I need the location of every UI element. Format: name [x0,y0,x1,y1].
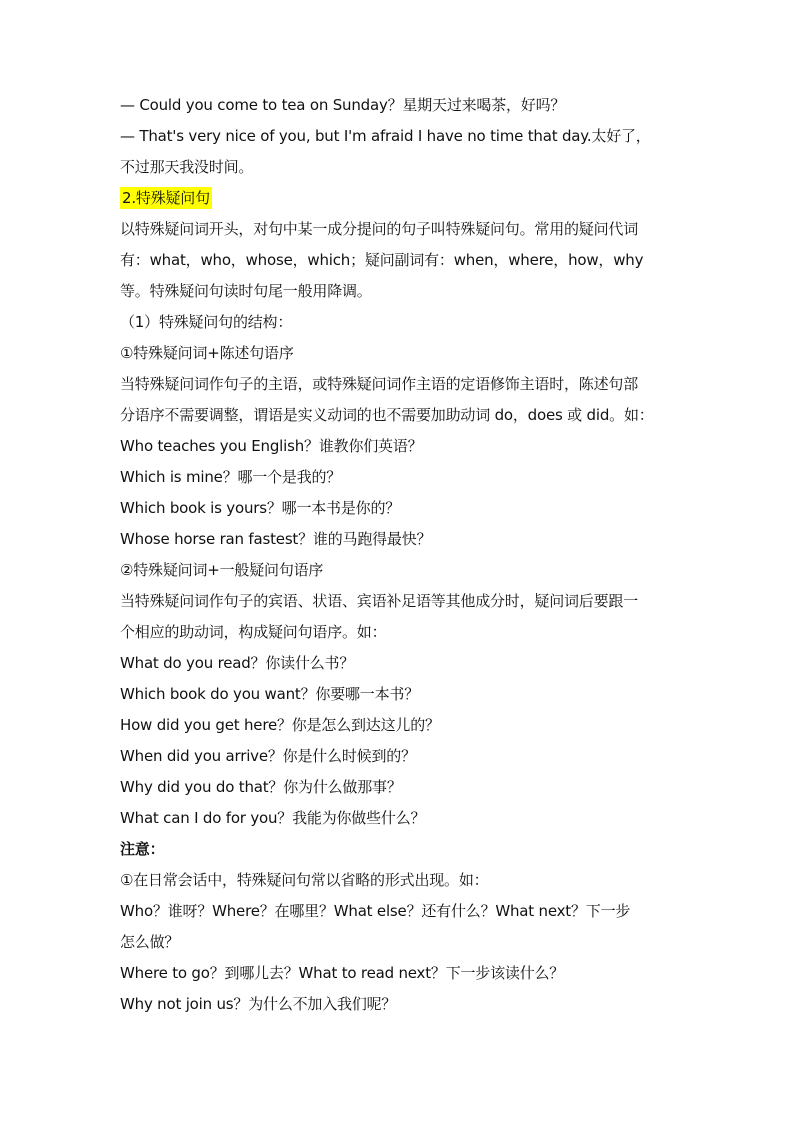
section-heading-wrapper [120,183,680,214]
example-line: Which book do you want？你要哪一本书？ [120,685,420,703]
example-line: Why did you do that？你为什么做那事？ [120,778,402,796]
paragraph-line: 分语序不需要调整，谓语是实义动词的也不需要加助动词 do，does 或 did。如： [120,406,654,424]
example-line: Which book is yours？哪一本书是你的？ [120,499,401,517]
note-heading: 注意： [120,840,165,858]
subsection-title: （1）特殊疑问句的结构： [120,313,293,331]
paragraph-line: 当特殊疑问词作句子的宾语、状语、宾语补足语等其他成分时，疑问词后要跟一 [120,592,639,610]
rule-title: ①特殊疑问词+陈述句语序 [120,344,294,362]
example-line: Which is mine？哪一个是我的？ [120,468,342,486]
example-line: What can I do for you？我能为你做些什么？ [120,809,426,827]
example-line: Where to go？到哪儿去？What to read next？下一步该读什么？ [120,964,565,982]
example-line: How did you get here？你是怎么到达这儿的？ [120,716,440,734]
dialogue-line-answer-cont: 不过那天我没时间。 [120,158,254,176]
paragraph-line: 以特殊疑问词开头，对句中某一成分提问的句子叫特殊疑问句。常用的疑问代词 [120,220,639,238]
paragraph-line: 个相应的助动词，构成疑问句语序。如： [120,623,387,641]
example-line: When did you arrive？你是什么时候到的？ [120,747,416,765]
paragraph-line: 等。特殊疑问句读时句尾一般用降调。 [120,282,372,300]
dialogue-line-question: — Could you come to tea on Sunday？星期天过来喝茶，好吗？ [120,96,566,114]
paragraph-line: 有：what，who，whose，which；疑问副词有：when，where，how，why [120,251,644,269]
example-line: What do you read？你读什么书？ [120,654,355,672]
document-page [120,90,680,1020]
note-line: ①在日常会话中，特殊疑问句常以省略的形式出现。如： [120,871,489,889]
example-line: Why not join us？为什么不加入我们呢？ [120,995,397,1013]
example-line: Whose horse ran fastest？谁的马跑得最快？ [120,530,432,548]
example-line: 怎么做？ [120,933,180,951]
rule-title: ②特殊疑问词+一般疑问句语序 [120,561,324,579]
dialogue-line-answer: — That's very nice of you, but I'm afraid I have no time that day.太好了， [120,127,651,145]
section-heading: 2.特殊疑问句 [122,189,210,207]
example-line: Who？谁呀？Where？在哪里？What else？还有什么？What next？下一步 [120,902,631,920]
example-line: Who teaches you English？谁教你们英语？ [120,437,423,455]
paragraph-line: 当特殊疑问词作句子的主语，或特殊疑问词作主语的定语修饰主语时，陈述句部 [120,375,639,393]
